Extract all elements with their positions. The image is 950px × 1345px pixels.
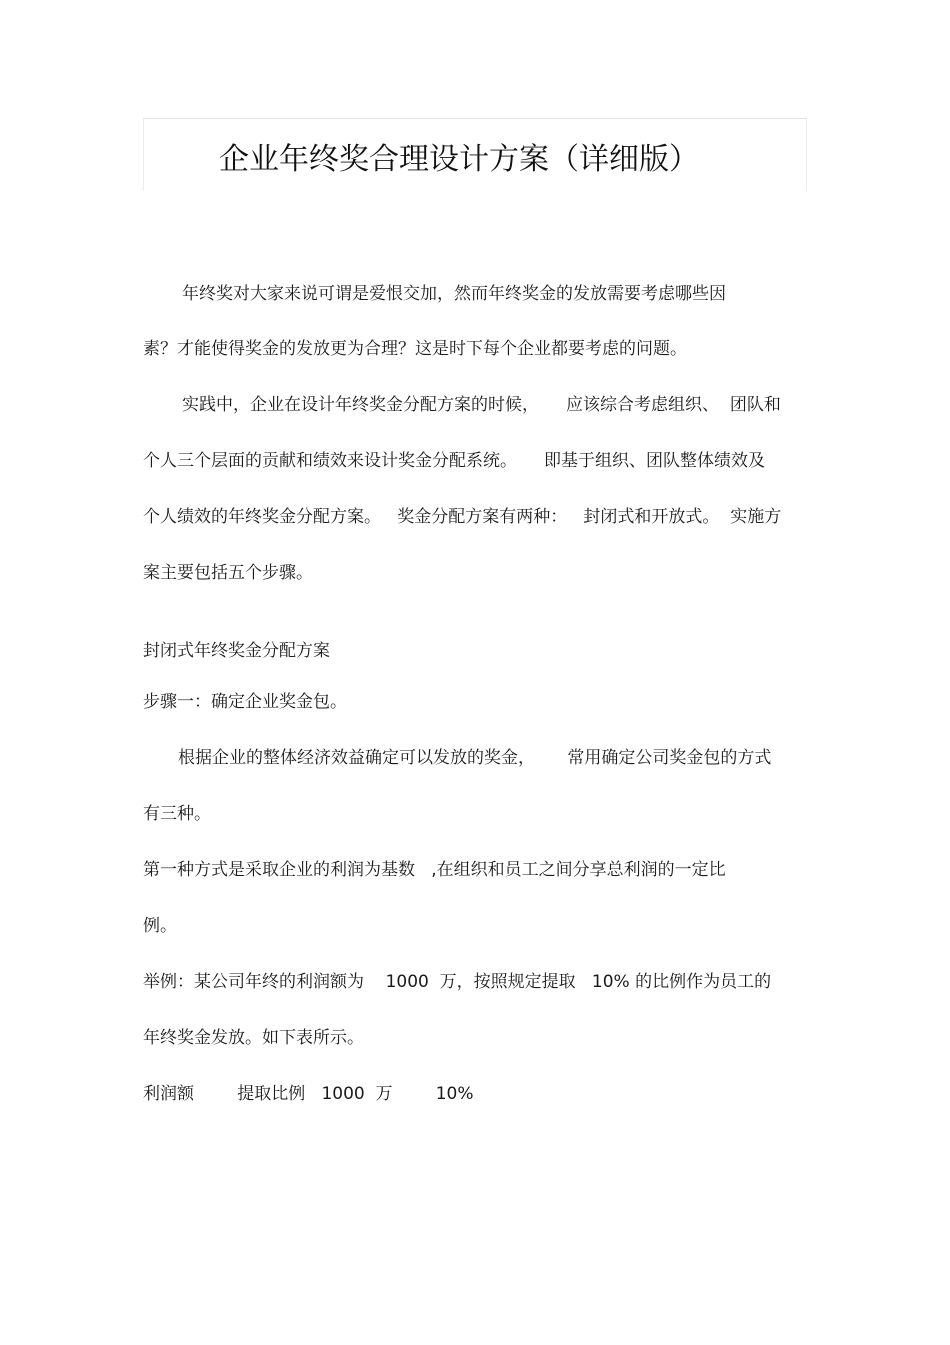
- paragraph-line: 年终奖金发放。如下表所示。: [143, 1028, 364, 1048]
- paragraph-line: 举例：某公司年终的利润额为 1000 万，按照规定提取 10% 的比例作为员工的: [143, 972, 772, 992]
- section-heading: 封闭式年终奖金分配方案: [143, 641, 330, 661]
- paragraph-line: 实践中，企业在设计年终奖金分配方案的时候， 应该综合考虑组织、 团队和: [182, 395, 781, 415]
- table-row: 利润额 提取比例 1000 万 10%: [143, 1084, 474, 1104]
- paragraph-line: 案主要包括五个步骤。: [143, 563, 313, 583]
- paragraph-line: 第一种方式是采取企业的利润为基数 ,在组织和员工之间分享总利润的一定比: [143, 860, 726, 880]
- paragraph-line: 年终奖对大家来说可谓是爱恨交加，然而年终奖金的发放需要考虑哪些因: [182, 284, 726, 304]
- paragraph-line: 个人三个层面的贡献和绩效来设计奖金分配系统。 即基于组织、团队整体绩效及: [143, 451, 766, 471]
- paragraph-line: 素？才能使得奖金的发放更为合理？这是时下每个企业都要考虑的问题。: [143, 339, 687, 359]
- step-heading: 步骤一：确定企业奖金包。: [143, 692, 347, 712]
- paragraph-line: 例。: [143, 916, 177, 936]
- document-title: 企业年终奖合理设计方案（详细版）: [219, 142, 699, 177]
- paragraph-line: 个人绩效的年终奖金分配方案。 奖金分配方案有两种： 封闭式和开放式。 实施方: [143, 507, 782, 527]
- paragraph-line: 有三种。: [143, 804, 211, 824]
- paragraph-line: 根据企业的整体经济效益确定可以发放的奖金， 常用确定公司奖金包的方式: [178, 748, 772, 768]
